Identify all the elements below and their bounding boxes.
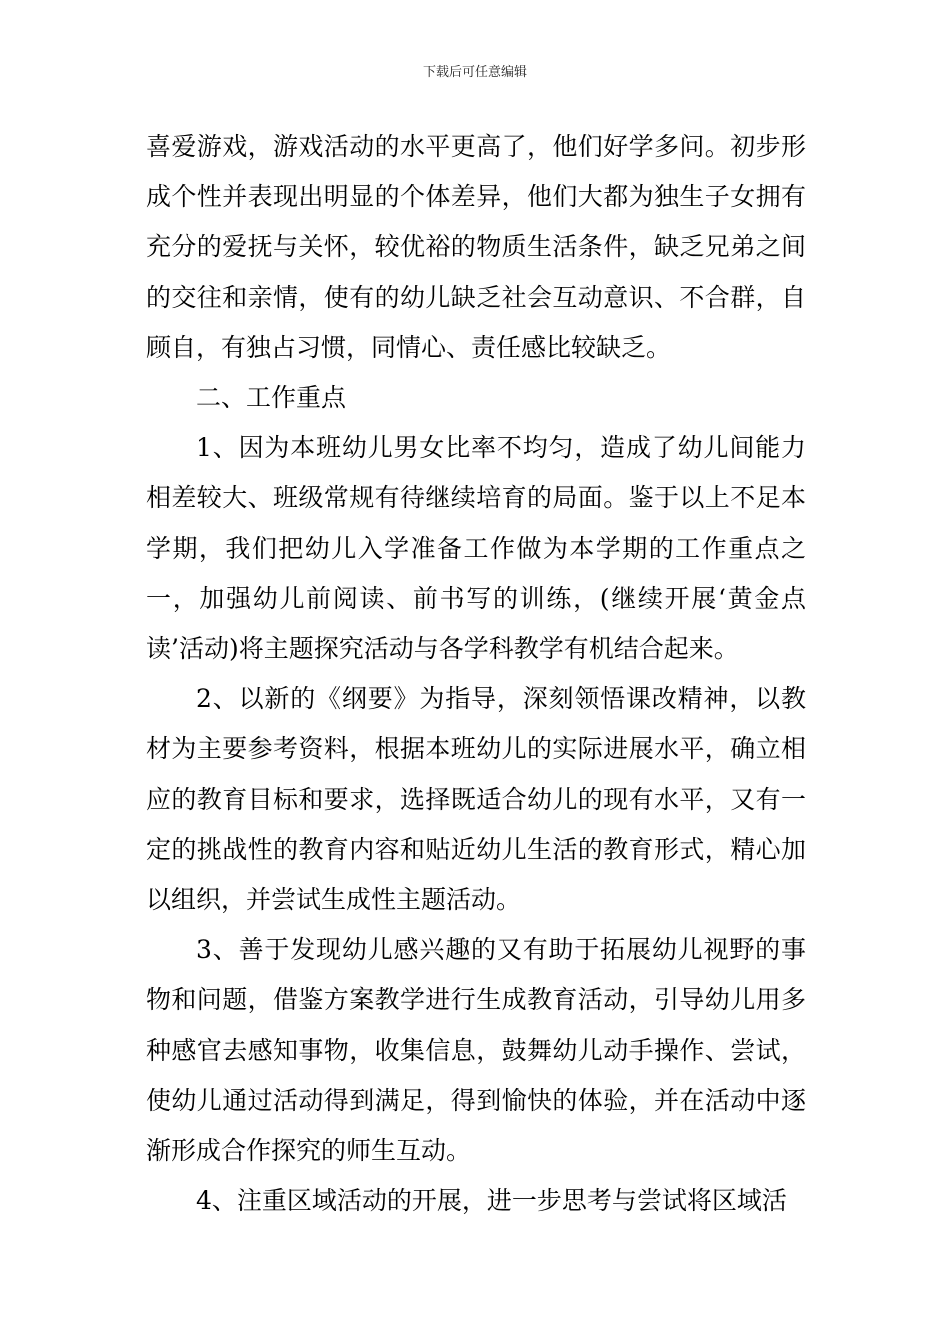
paragraph-intro-continued: 喜爱游戏，游戏活动的水平更高了，他们好学多问。初步形成个性并表现出明显的个体差异，他们大都为独生子女拥有充分的爱抚与关怀，较优裕的物质生活条件，缺乏兄弟之间的交往和亲情，使有的幼儿缺乏社会互动意识、不合群，自顾自，有独占习惯，同情心、责任感比较缺乏。 — [146, 132, 806, 362]
paragraph-point-3: 3、善于发现幼儿感兴趣的又有助于拓展幼儿视野的事物和问题，借鉴方案教学进行生成教育活动，引导幼儿用多种感官去感知事物，收集信息，鼓舞幼儿动手操作、尝试，使幼儿通过活动得到满足，得到愉快的体验，并在活动中逐渐形成合作探究的师生互动。 — [146, 935, 806, 1166]
document-body — [146, 122, 806, 1226]
paragraph-point-1: 1、因为本班幼儿男女比率不均匀，造成了幼儿间能力相差较大、班级常规有待继续培育的局面。鉴于以上不足本学期，我们把幼儿入学准备工作做为本学期的工作重点之一，加强幼儿前阅读、前书写的训练，(继续开展‘黄金点读’活动)将主题探究活动与各学科教学有机结合起来。 — [146, 433, 806, 664]
paragraph-point-4: 4、注重区域活动的开展，进一步思考与尝试将区域活 — [196, 1186, 787, 1216]
section-heading-work-focus: 二、工作重点 — [196, 383, 347, 413]
paragraph-point-2: 2、以新的《纲要》为指导，深刻领悟课改精神，以教材为主要参考资料，根据本班幼儿的实际进展水平，确立相应的教育目标和要求，选择既适合幼儿的现有水平，又有一定的挑战性的教育内容和贴近幼儿生活的教育形式，精心加以组织，并尝试生成性主题活动。 — [146, 684, 806, 915]
page-header: 下载后可任意编辑 — [422, 65, 527, 80]
